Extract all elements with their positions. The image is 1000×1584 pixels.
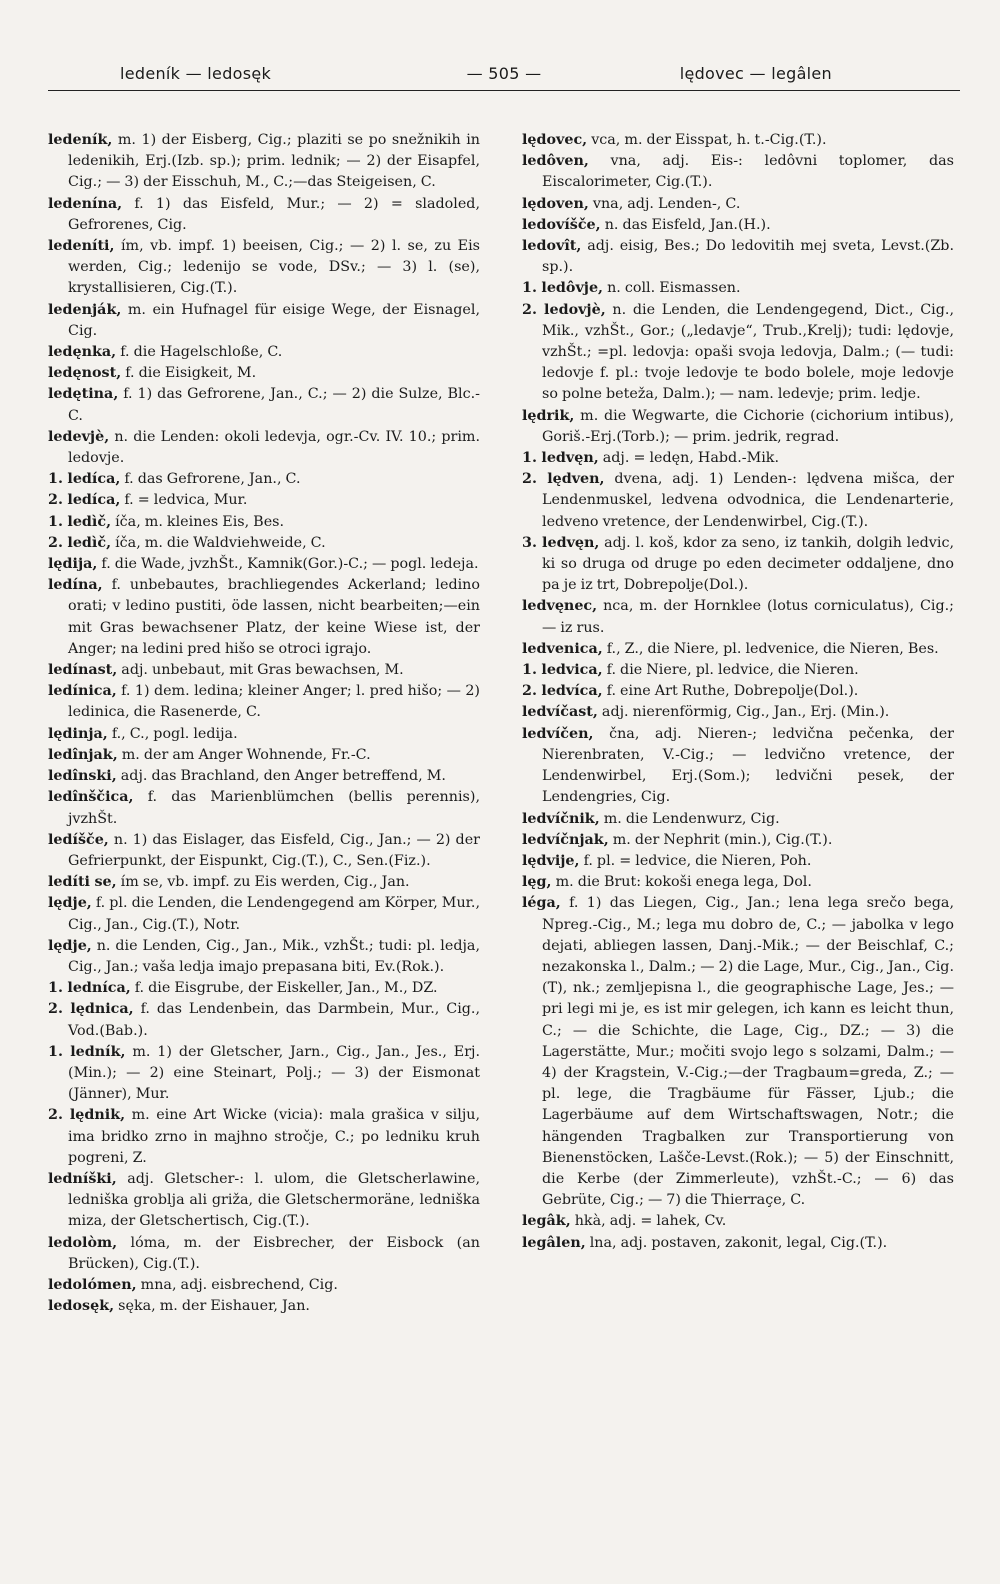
dictionary-entry xyxy=(522,596,954,638)
entry-definition: m. die Brut: kokoši enega lega, Dol. xyxy=(555,874,812,891)
entry-definition: m. 1) der Gletscher, Jarn., Cig., Jan., Jes., Erj.(Min.); — 2) eine Steinart, Polj.; — 3) der Eismonat (Jänner), Mur. xyxy=(68,1043,480,1103)
header-right-guide-words: lędovec — legâlen xyxy=(679,64,832,83)
entry-headword: ledosęk, xyxy=(48,1298,115,1315)
entry-definition: n. die Lenden, die Lendengegend, Dict., Cig., Mik., vzhŠt., Gor.; („ledavje“, Trub.,Krelj); tudi: lędovje, vzhŠt.; =pl. ledovja: opaši svoja ledovja, Dalm.; (— tudi: ledovje f. pl.: tvoje ledovje te bodo bolele, moje ledovje so polne beteža, Dalm.); — nam. ledevje; prim. ledje. xyxy=(542,301,954,403)
entry-definition: vna, adj. Eis-: ledôvni toplomer, das Eiscalorimeter, Cig.(T.). xyxy=(542,153,954,191)
entry-definition: m. ein Hufnagel für eisige Wege, der Eisnagel, Cig. xyxy=(68,301,480,339)
entry-headword: lędinja, xyxy=(48,725,108,742)
entry-headword: 1. ledìč, xyxy=(48,513,112,530)
dictionary-entry xyxy=(48,512,480,533)
dictionary-entry xyxy=(48,681,480,723)
entry-definition: f. 1) das Eisfeld, Mur.; — 2) = sladoled, Gefrorenes, Cig. xyxy=(68,195,480,233)
entry-headword: ledînski, xyxy=(48,768,117,785)
dictionary-entry xyxy=(48,978,480,999)
entry-headword: ledínast, xyxy=(48,662,118,679)
entry-definition: f. unbebautes, brachliegendes Ackerland; ledino orati; v ledino pustiti, öde lassen, nicht bearbeiten;—ein mit Gras bewachsener Platz, der keine Wiese ist, der Anger; na ledini pred hišo se otroci igrajo. xyxy=(68,577,480,657)
entry-definition: m. die Wegwarte, die Cichorie (cichorium intibus), Goriš.-Erj.(Torb.); — prim. jedrik, regrad. xyxy=(542,407,954,445)
entry-headword: ledvíčast, xyxy=(522,704,598,721)
entry-headword: 2. ledvíca, xyxy=(522,683,603,700)
entry-definition: f. die Hagelschloße, C. xyxy=(120,344,283,361)
entry-definition: adj. unbebaut, mit Gras bewachsen, M. xyxy=(121,662,404,679)
dictionary-entry xyxy=(522,130,954,151)
entry-definition: m. 1) der Eisberg, Cig.; plaziti se po snežnikih in ledenikih, Erj.(Izb. sp.); prim. lednik; — 2) der Eisapfel, Cig.; — 3) der Eisschuh, M., C.;—das Steigeisen, C. xyxy=(68,132,480,191)
page-number: — 505 — xyxy=(466,64,542,83)
entry-definition: f. eine Art Ruthe, Dobrepolje(Dol.). xyxy=(606,683,859,700)
entry-definition: f. das Gefrorene, Jan., C. xyxy=(124,471,301,488)
entry-headword: ledína, xyxy=(48,577,103,594)
dictionary-entry xyxy=(48,787,480,829)
dictionary-entry xyxy=(522,702,954,723)
entry-headword: ledovíšče, xyxy=(522,216,601,233)
entry-definition: m. der Nephrit (min.), Cig.(T.). xyxy=(612,831,833,848)
entry-definition: f. 1) das Liegen, Cig., Jan.; lena lega srečo bega, Npreg.-Cig., M.; lega mu dobro de, C.; — jabolka v lego dejati, abliegen lassen, Danj.-Mik.; — der Beischlaf, C.; nezakonska l., Dalm.; — 2) die Lage, Mur., Cig., Jan., Cig.(T), nk.; zemljepisna l., die geographische Lage, Jes.; — pri legi mi je, es ist mir gelegen, ich kann es leicht thun, C.; — die Schichte, die Lage, Cig., DZ.; — 3) die Lagerstätte, Mur.; močiti svojo lego s solzami, Dalm.; — 4) der Kragstein, V.-Cig.;—der Tragbaum=greda, Z.; — pl. lege, die Tragbäume für Fässer, Ljub.; die Lagerbäume auf dem Wirtschaftswagen, Notr.; die hängenden Tragbalken zur Transportierung von Bienenstöcken, Lašče-Levst.(Rok.); — 5) der Einschnitt, die Kerbe (der Zimmerleute), vzhŠt.-C.; — 6) das Gebrüte, Cig.; — 7) die Thierraçe, C. xyxy=(542,895,954,1209)
dictionary-entry xyxy=(522,809,954,830)
entry-definition: n. die Lenden, Cig., Jan., Mik., vzhŠt.; tudi: pl. ledja, Cig., Jan.; vaša ledja imajo prepasana biti, Ev.(Rok.). xyxy=(68,937,480,975)
entry-definition: sęka, m. der Eishauer, Jan. xyxy=(118,1298,310,1315)
dictionary-entry xyxy=(522,893,954,1211)
entry-headword: 2. ledovjè, xyxy=(522,301,606,318)
dictionary-entry xyxy=(48,490,480,511)
entry-definition: f. die Niere, pl. ledvice, die Nieren. xyxy=(606,662,859,679)
dictionary-entry xyxy=(48,893,480,935)
entry-headword: lędoven, xyxy=(522,195,589,212)
dictionary-entry xyxy=(522,851,954,872)
dictionary-entry xyxy=(48,194,480,236)
entry-headword: 2. lędven, xyxy=(522,471,605,488)
entry-definition: adj. eisig, Bes.; Do ledovitih mej sveta, Levst.(Zb. sp.). xyxy=(542,238,954,276)
entry-headword: lędovec, xyxy=(522,132,588,148)
dictionary-entry xyxy=(48,130,480,194)
dictionary-entry xyxy=(522,830,954,851)
entry-headword: legâlen, xyxy=(522,1234,586,1251)
dictionary-entry xyxy=(48,766,480,787)
dictionary-entry xyxy=(522,194,954,215)
entry-headword: ledovît, xyxy=(522,238,582,255)
entry-definition: f. pl. = ledvice, die Nieren, Poh. xyxy=(583,852,812,869)
entry-headword: ledeníti, xyxy=(48,238,115,255)
entry-headword: ledolòm, xyxy=(48,1234,118,1251)
entry-headword: 1. ledôvje, xyxy=(522,280,604,297)
entry-headword: ledolómen, xyxy=(48,1276,137,1293)
entry-definition: f. das Lendenbein, das Darmbein, Mur., Cig., Vod.(Bab.). xyxy=(68,1001,480,1039)
dictionary-entry xyxy=(522,406,954,448)
dictionary-entry xyxy=(48,724,480,745)
dictionary-entry xyxy=(522,1233,954,1254)
entry-definition: ím, vb. impf. 1) beeisen, Cig.; — 2) l. se, zu Eis werden, Cig.; ledenijo se vode, DSv.; — 3) l. (se), krystallisieren, Cig.(T.). xyxy=(68,238,480,297)
entry-definition: lóma, m. der Eisbrecher, der Eisbock (an Brücken), Cig.(T.). xyxy=(68,1234,480,1272)
entry-headword: ledíti se, xyxy=(48,874,117,891)
entry-headword: lędrik, xyxy=(522,407,575,424)
entry-definition: n. 1) das Eislager, das Eisfeld, Cig., Jan.; — 2) der Gefrierpunkt, der Eispunkt, Cig.(T.), C., Sen.(Fiz.). xyxy=(68,831,480,869)
dictionary-entry xyxy=(522,300,954,406)
entry-definition: m. der am Anger Wohnende, Fr.-C. xyxy=(121,746,371,763)
entry-definition: f. pl. die Lenden, die Lendengegend am Körper, Mur., Cig., Jan., Cig.(T.), Notr. xyxy=(68,895,480,933)
dictionary-entry xyxy=(522,639,954,660)
dictionary-entry xyxy=(48,363,480,384)
entry-headword: 3. ledvęn, xyxy=(522,534,600,551)
entry-headword: léga, xyxy=(522,895,561,912)
entry-headword: ledníški, xyxy=(48,1170,117,1187)
entry-headword: ledeník, xyxy=(48,132,113,148)
entry-headword: ledęnka, xyxy=(48,344,117,361)
dictionary-entry xyxy=(48,830,480,872)
entry-definition: mna, adj. eisbrechend, Cig. xyxy=(140,1276,338,1293)
dictionary-entry xyxy=(522,215,954,236)
entry-headword: ledôven, xyxy=(522,153,589,170)
dictionary-entry xyxy=(48,384,480,426)
entry-definition: f., Z., die Niere, pl. ledvenice, die Nieren, Bes. xyxy=(606,640,939,657)
dictionary-entry xyxy=(48,427,480,469)
running-header xyxy=(48,60,960,91)
entry-headword: lędvije, xyxy=(522,852,580,869)
entry-definition: n. die Lenden: okoli ledevja, ogr.-Cv. IV. 10.; prim. ledovje. xyxy=(68,428,480,467)
entry-definition: adj. nierenförmig, Cig., Jan., Erj. (Min.). xyxy=(601,704,890,721)
dictionary-entry xyxy=(48,1296,480,1317)
dictionary-entry xyxy=(48,999,480,1041)
entry-headword: ledvęnec, xyxy=(522,598,598,615)
entry-headword: legâk, xyxy=(522,1213,571,1230)
entry-definition: n. das Eisfeld, Jan.(H.). xyxy=(604,216,771,233)
entry-definition: čna, adj. Nieren-; ledvična pečenka, der Nierenbraten, V.-Cig.; — ledvično vretence, der Lendenwirbel, Erj.(Som.); ledvični pesek, der Lendengries, Cig. xyxy=(542,725,954,806)
entry-definition: f. die Eisgrube, der Eiskeller, Jan., M., DZ. xyxy=(134,980,438,997)
dictionary-entry xyxy=(522,151,954,193)
entry-headword: ledęnost, xyxy=(48,365,122,382)
entry-definition: f. 1) das Gefrorene, Jan., C.; — 2) die Sulze, Blc.-C. xyxy=(68,386,480,424)
entry-headword: lędje, xyxy=(48,937,92,954)
dictionary-entry xyxy=(522,872,954,893)
entry-headword: ledínica, xyxy=(48,683,117,700)
entry-definition: f., C., pogl. ledija. xyxy=(111,725,238,742)
dictionary-entry xyxy=(522,236,954,278)
dictionary-entry xyxy=(522,533,954,597)
header-left-guide-words: ledeník — ledosęk xyxy=(120,64,272,83)
entry-definition: vca, m. der Eisspat, h. t.-Cig.(T.). xyxy=(591,132,827,148)
entry-headword: ledînjak, xyxy=(48,746,118,763)
dictionary-entry xyxy=(48,1169,480,1233)
entry-definition: n. coll. Eismassen. xyxy=(607,280,741,297)
entry-headword: 2. ledìč, xyxy=(48,534,112,551)
dictionary-entry xyxy=(48,1275,480,1296)
dictionary-entry xyxy=(48,236,480,300)
entry-headword: 1. ledíca, xyxy=(48,471,121,488)
entry-definition: íča, m. kleines Eis, Bes. xyxy=(115,513,285,530)
entry-headword: ledenják, xyxy=(48,301,122,318)
entry-headword: ledvíčnik, xyxy=(522,810,600,827)
entry-headword: ledvenica, xyxy=(522,640,603,657)
entry-headword: ledvíčnjak, xyxy=(522,831,609,848)
entry-definition: f. = ledvica, Mur. xyxy=(124,492,248,509)
entry-definition: f. die Eisigkeit, M. xyxy=(125,365,257,382)
entry-definition: f. 1) dem. ledina; kleiner Anger; l. pred hišo; — 2) ledinica, die Rasenerde, C. xyxy=(68,683,480,721)
entry-definition: adj. das Brachland, den Anger betreffend, M. xyxy=(120,768,446,785)
dictionary-entry xyxy=(522,724,954,809)
entry-headword: ledętina, xyxy=(48,386,119,403)
entry-headword: ledvíčen, xyxy=(522,725,594,742)
entry-definition: vna, adj. Lenden-, C. xyxy=(592,195,741,212)
entry-definition: m. eine Art Wicke (vicia): mala grašica v silju, ima bridko zrno in majhno stročje, C.; po ledniku kruh pogreni, Z. xyxy=(68,1107,480,1166)
dictionary-entry xyxy=(48,575,480,660)
right-column xyxy=(522,130,954,1530)
dictionary-entry xyxy=(522,469,954,533)
entry-definition: hkà, adj. = lahek, Cv. xyxy=(574,1213,727,1230)
dictionary-entry xyxy=(522,681,954,702)
entry-headword: 1. ledvica, xyxy=(522,662,603,679)
entry-headword: ledenína, xyxy=(48,195,123,212)
entry-definition: adj. Gletscher-: l. ulom, die Gletscherlawine, ledniška groblja ali griža, die Gletschermoräne, ledniška miza, der Gletschertisch, Cig.(T.). xyxy=(68,1170,480,1230)
entry-headword: ledíšče, xyxy=(48,831,109,848)
entry-definition: adj. = ledęn, Habd.-Mik. xyxy=(602,450,780,467)
entry-headword: ledînščica, xyxy=(48,789,134,806)
entry-definition: lna, adj. postaven, zakonit, legal, Cig.(T.). xyxy=(589,1234,888,1251)
entry-headword: lędija, xyxy=(48,556,98,573)
entry-headword: 1. ledvęn, xyxy=(522,450,599,467)
entry-definition: f. die Wade, jvzhŠt., Kamnik(Gor.)-C.; — pogl. ledeja. xyxy=(101,556,479,573)
dictionary-entry xyxy=(48,554,480,575)
dictionary-entry xyxy=(522,1211,954,1232)
dictionary-entry xyxy=(48,1042,480,1106)
left-column xyxy=(48,130,480,1530)
entry-definition: dvena, adj. 1) Lenden-: lędvena mišca, der Lendenmuskel, ledvena odvodnica, die Lendenarterie, ledveno vretence, der Lendenwirbel, Cig.(T.). xyxy=(542,471,954,530)
entry-definition: m. die Lendenwurz, Cig. xyxy=(603,810,780,827)
entry-headword: 2. lędnik, xyxy=(48,1107,126,1124)
entry-headword: lęg, xyxy=(522,874,552,891)
dictionary-entry xyxy=(48,300,480,342)
entry-definition: íča, m. die Waldviehweide, C. xyxy=(115,534,326,551)
dictionary-entry xyxy=(48,872,480,893)
entry-headword: 1. ledníca, xyxy=(48,980,131,997)
dictionary-entry xyxy=(48,936,480,978)
dictionary-entry xyxy=(522,278,954,299)
dictionary-entry xyxy=(522,660,954,681)
dictionary-entry xyxy=(48,469,480,490)
entry-headword: 1. ledník, xyxy=(48,1043,126,1060)
dictionary-entry xyxy=(48,1105,480,1169)
dictionary-entry xyxy=(48,745,480,766)
dictionary-entry xyxy=(48,342,480,363)
dictionary-entry xyxy=(48,533,480,554)
entry-headword: 2. lędnica, xyxy=(48,1001,134,1018)
entry-definition: nca, m. der Hornklee (lotus corniculatus), Cig.; — iz rus. xyxy=(542,598,954,636)
entry-definition: ím se, vb. impf. zu Eis werden, Cig., Jan. xyxy=(120,874,410,891)
entry-headword: 2. ledíca, xyxy=(48,492,121,509)
dictionary-entry xyxy=(522,448,954,469)
entry-definition: adj. l. koš, kdor za seno, iz tankih, dolgih ledvic, ki so druga od druge po eden decimeter oddaljene, dno pa je iz trt, Dobrepolje(Dol.). xyxy=(542,534,954,594)
dictionary-entry xyxy=(48,1233,480,1275)
entry-headword: lędje, xyxy=(48,895,92,912)
dictionary-entry xyxy=(48,660,480,681)
entry-definition: f. das Marienblümchen (bellis perennis), jvzhŠt. xyxy=(68,789,480,827)
entry-headword: ledevjè, xyxy=(48,428,110,445)
